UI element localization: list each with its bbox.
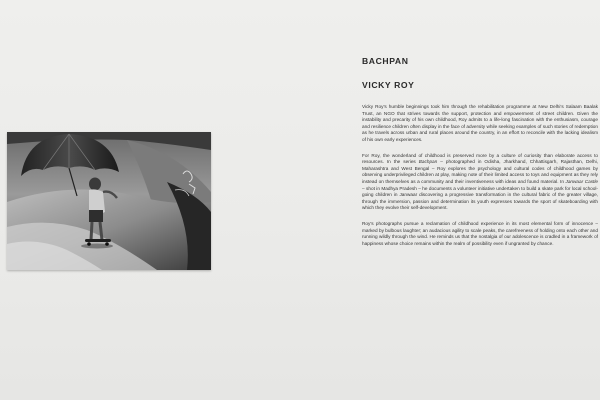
paragraph-text: For Roy, the wonderland of childhood is preserved more by a culture of curiosity than elaborate access to resources. In the series — [362, 152, 598, 165]
paragraph-text: – shot in Madhya Pradesh – he documents a volunteer initiative undertaken to build a skate park for local school-going children in Janwaar discovering a progressive transformation in the cultural fabric of the greater village, through the immersion, passion and determination its youth expresses towards the sport of skateboarding with which they evolve their self-development. — [362, 185, 598, 211]
description-paragraph — [362, 104, 598, 144]
paragraph-text: Roy’s photographs pursue a reclamation of childhood experience in its most elemental form of innocence – marked by bulbous laughter; an audacious agility to scale peaks, the carefreeness of holding onto each other and running wildly through the wind. He reminds us that the nostalgia of our adolescence is cradled in a framework of happiness whose choice remains within the realm of possibility even if ungranted by chance. — [362, 220, 598, 246]
photograph-child-skateboarding-umbrella — [7, 132, 211, 270]
description-paragraph — [362, 153, 598, 212]
series-title: BACHPAN — [362, 56, 409, 66]
paragraph-text: – photographed in Odisha, Jharkhand, Chhattisgarh, Rajasthan, Delhi, Maharashtra and West Bengal – Roy explores the psychology and cultural codes of childhood games by observing underprivileged children at play, making note of their limited access to toys and equipment as they rely instead on themselves as a community and their inventiveness with ideas and found material. In — [362, 159, 598, 184]
photograph-image — [7, 132, 211, 270]
italic-title-text: Bachpan — [418, 159, 438, 165]
description-paragraph — [362, 221, 598, 247]
artist-name: VICKY ROY — [362, 80, 415, 90]
description-paragraphs — [362, 104, 598, 247]
italic-title-text: Janwaar Castle — [565, 178, 598, 184]
exhibit-label — [362, 56, 598, 256]
paragraph-text: Vicky Roy’s humble beginnings took him through the rehabilitation programme at New Delhi’s Salaam Baalak Trust, an NGO that strives towards the support, protection and empowerment of street children. Given the instability and precarity of his own childhood, Roy admits to a life-long fascination with the enthusiasm, courage and resilience children often display in the face of adversity while seeking examples of such stories of redemption as he travels across urban and rural places around the country, in an effort to reconcile with the lacking idealism of his own early experiences. — [362, 104, 598, 142]
